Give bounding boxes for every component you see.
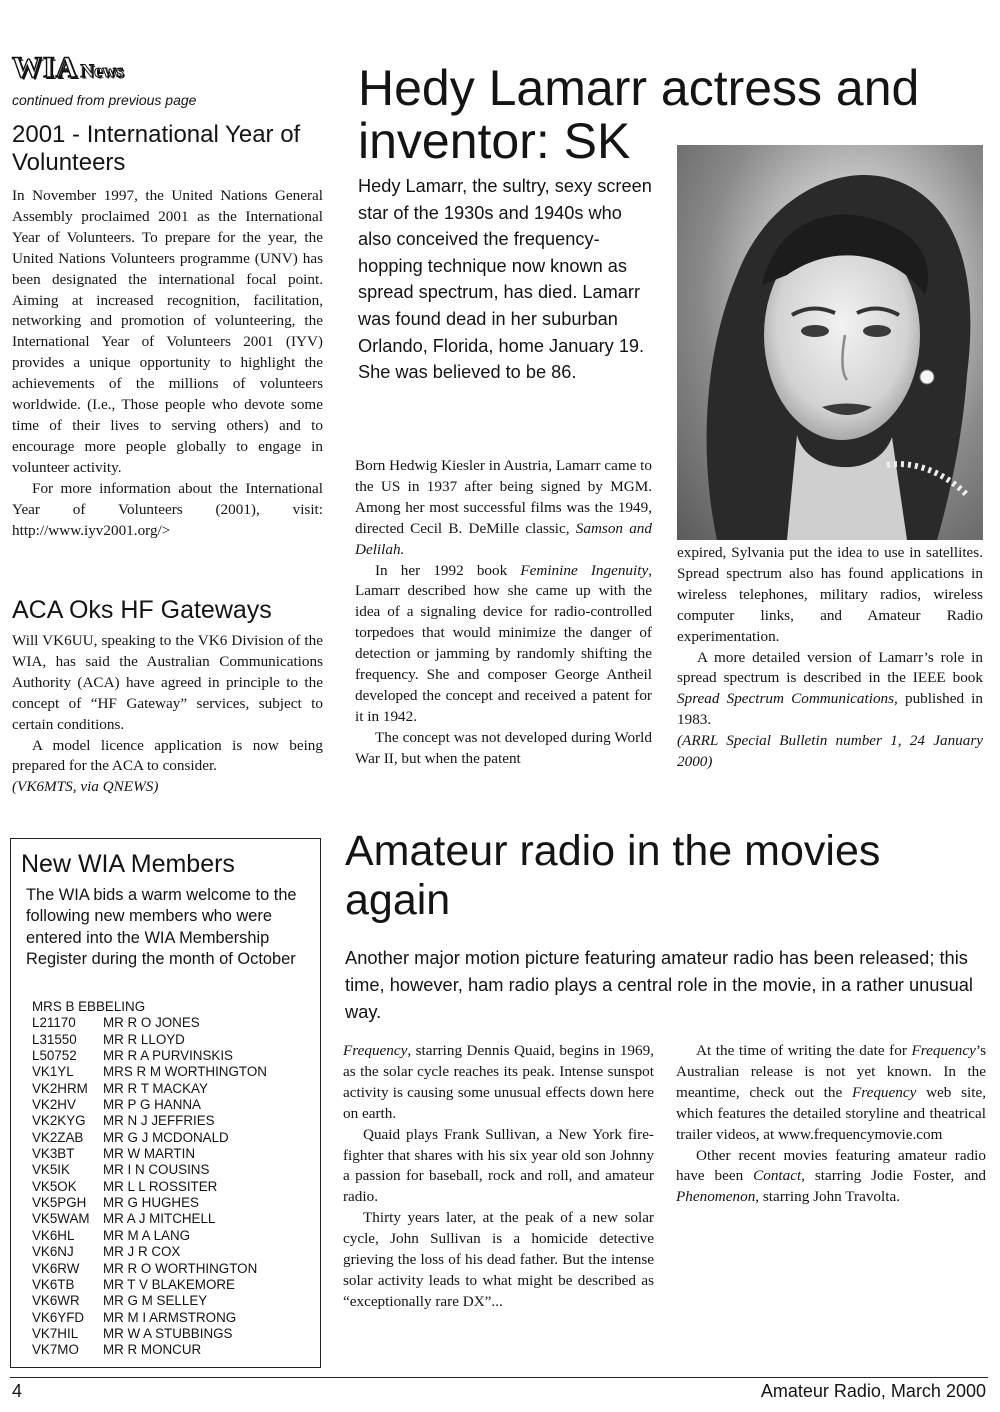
member-row (32, 1097, 317, 1113)
member-callsign: VK5OK (32, 1178, 77, 1194)
page-number: 4 (12, 1381, 23, 1401)
hedy-p2-pre: In her 1992 book (375, 561, 521, 579)
aca-credit: (VK6MTS, via QNEWS) (12, 778, 159, 796)
member-callsign: VK2HRM (32, 1080, 88, 1096)
hedy-paragraph (677, 648, 983, 732)
film-title-phenomenon: Phenomenon (676, 1188, 756, 1206)
member-name: MR L L ROSSITER (103, 1178, 218, 1194)
member-name: MR T V BLAKEMORE (103, 1276, 235, 1292)
logo-news: News (80, 61, 124, 82)
member-name: MR R O JONES (103, 1015, 200, 1031)
movies-p4-pre: At the time of writing the date for (696, 1042, 912, 1059)
hedy-p4-post: , published in 1983. (677, 690, 983, 729)
member-callsign: VK5WAM (32, 1211, 90, 1227)
aca-paragraph: A model licence application is now being prepared for the ACA to consider. (12, 736, 323, 775)
logo-wia: WIA (12, 51, 79, 84)
movies-paragraph: Quaid plays Frank Sullivan, a New York fire-fighter that shares with his six year old son Johnny a passion for baseball, rock and roll, and amateur radio. (343, 1125, 654, 1206)
member-name: MR W MARTIN (103, 1146, 195, 1162)
iyv-body (12, 186, 323, 541)
member-name: MR N J JEFFRIES (103, 1113, 215, 1129)
member-callsign: L50752 (32, 1048, 77, 1064)
movies-p4-mid: ’s Australian release is not yet known. In the meantime, check out the (676, 1042, 986, 1101)
movies-paragraph (676, 1146, 986, 1209)
member-name: MR R MONCUR (103, 1342, 202, 1358)
movies-p5-post: , starring John Travolta. (755, 1188, 901, 1206)
member-name: MR R O WORTHINGTON (103, 1260, 258, 1276)
member-row (32, 1015, 317, 1031)
movies-p5-mid: starring Jodie Foster, and (804, 1167, 987, 1185)
iyv-paragraph: For more information about the International Year of Volunteers (2001), visit: http://www.iyv2001.org/> (12, 479, 323, 539)
member-row (32, 1130, 317, 1146)
member-row (32, 1048, 317, 1064)
member-callsign: VK6WR (32, 1293, 80, 1309)
iyv-title: 2001 - International Year of Volunteers (12, 121, 301, 176)
movies-column-1 (343, 1041, 654, 1313)
hedy-p2-post: , Lamarr described how she came up with the idea of a signaling device for radio-controlled torpedoes that would minimize the danger of detection or jamming by randomly shifting the frequency. She and composer George Antheil developed the concept and received a patent for it in 1942. (355, 561, 652, 725)
member-callsign: VK5IK (32, 1162, 70, 1178)
member-name: MR M A LANG (103, 1227, 191, 1243)
film-title-contact: Contact, (753, 1167, 805, 1185)
member-name: MR M I ARMSTRONG (103, 1309, 237, 1325)
hedy-p4-pre: A more detailed version of Lamarr’s role in spread spectrum is described in the IEEE book (677, 648, 983, 687)
hedy-column-1 (355, 456, 652, 770)
iyv-paragraph: In November 1997, the United Nations General Assembly proclaimed 2001 as the International Year of Volunteers. To prepare for the year, the United Nations Volunteers programme (UNV) has been designated the international focal point. Aiming at increased recognition, facilitation, networking and promotion of volunteering, the International Year of Volunteers 2001 (IYV) provides a unique opportunity to highlight the achievements of the millions of volunteers worldwide. (I.e., Those people who devote some time of their lives to serving others) and to encourage more people globally to engage in volunteer activity. (12, 187, 323, 476)
aca-paragraph: Will VK6UU, speaking to the VK6 Division of the WIA, has said the Australian Communications Authority (ACA) have agreed in principle to the concept of “HF Gateway” services, subject to certain conditions. (12, 632, 323, 733)
member-row (32, 1211, 317, 1227)
publication-footer: Amateur Radio, March 2000 (760, 1381, 986, 1401)
hedy-paragraph: expired, Sylvania put the idea to use in satellites. Spread spectrum also has found applications in wireless telephones, military radios, wireless computer links, and Amateur Radio experimentation. (677, 544, 983, 645)
member-callsign: VK6NJ (32, 1244, 74, 1260)
member-callsign: VK1YL (32, 1064, 74, 1080)
member-callsign: VK6RW (32, 1260, 80, 1276)
member-name: MR G J MCDONALD (103, 1129, 229, 1145)
member-row (32, 1244, 317, 1260)
member-row (32, 1195, 317, 1211)
member-name: MR J R COX (103, 1244, 181, 1260)
aca-body (12, 631, 323, 798)
member-row (32, 1179, 317, 1195)
member-row (32, 999, 317, 1015)
member-callsign: VK6YFD (32, 1309, 85, 1325)
member-name: MR A J MITCHELL (103, 1211, 216, 1227)
hedy-column-2 (677, 543, 983, 773)
members-title: New WIA Members (21, 850, 235, 878)
movies-paragraph: Thirty years later, at the peak of a new solar cycle, John Sullivan is a homicide detective grieving the loss of his dead father. But the intense solar activity leads to what might be described as “exceptionally rare DX”... (343, 1209, 654, 1310)
film-title-frequency: Frequency (911, 1042, 976, 1059)
member-callsign: VK6HL (32, 1227, 75, 1243)
member-name: MR W A STUBBINGS (103, 1325, 233, 1341)
member-row (32, 1146, 317, 1162)
member-row (32, 1064, 317, 1080)
member-callsign: VK2KYG (32, 1113, 86, 1129)
member-callsign: VK7MO (32, 1342, 79, 1358)
film-title-samson: Samson and Delilah. (355, 519, 652, 558)
member-name: MR G M SELLEY (103, 1293, 208, 1309)
member-name: MRS R M WORTHINGTON (103, 1064, 267, 1080)
movies-title: Amateur radio in the movies again (345, 827, 881, 924)
aca-title: ACA Oks HF Gateways (12, 596, 272, 624)
film-title-frequency: Frequency (851, 1083, 917, 1101)
member-name: MR G HUGHES (103, 1195, 199, 1211)
member-row (32, 1162, 317, 1178)
member-row (32, 1293, 317, 1309)
hedy-paragraph: The concept was not developed during World War II, but when the patent (355, 728, 652, 767)
member-callsign: L21170 (32, 1015, 76, 1031)
hedy-paragraph (355, 456, 652, 561)
hedy-credit: (ARRL Special Bulletin number 1, 24 January 2000) (677, 732, 983, 771)
member-callsign: L31550 (32, 1031, 77, 1047)
masthead-logo (12, 49, 162, 91)
member-callsign: MRS B EBBELING (32, 999, 146, 1014)
member-row (32, 1277, 317, 1293)
movies-p1-text: , starring Dennis Quaid, begins in 1969, as the solar cycle reaches its peak. Intense sunspot activity is causing some unusual effects down here on earth. (343, 1042, 654, 1122)
movies-column-2 (676, 1041, 986, 1208)
movies-p5-pre: Other recent movies featuring amateur radio have been (676, 1146, 986, 1185)
member-row (32, 1310, 317, 1326)
member-name: MR P G HANNA (103, 1097, 201, 1113)
film-title-frequency: Frequency (343, 1042, 408, 1059)
member-row (32, 1113, 317, 1129)
member-name: MR I N COUSINS (103, 1162, 210, 1178)
member-callsign: VK7HIL (32, 1325, 79, 1341)
member-callsign: VK3BT (32, 1146, 75, 1162)
members-list (32, 999, 317, 1359)
member-row (32, 1228, 317, 1244)
hedy-lamarr-photo (677, 145, 983, 540)
member-row (32, 1261, 317, 1277)
hedy-p1-text: Born Hedwig Kiesler in Austria, Lamarr came to the US in 1937 after being signed by MGM. Among her most successful films was the 1949, directed Cecil B. DeMille classic, (355, 457, 652, 537)
footer-rule (10, 1377, 988, 1378)
hedy-paragraph (355, 561, 652, 728)
members-intro: The WIA bids a warm welcome to the following new members who were entered into the WIA Membership Register during the month of October (26, 886, 297, 968)
movies-deck: Another major motion picture featuring amateur radio has been released; this time, however, ham radio plays a central role in the movie, in a rather unusual way. (345, 947, 973, 1022)
member-name: MR R LLOYD (103, 1031, 185, 1047)
book-title-feminine: Feminine Ingenuity (520, 561, 649, 579)
member-name: MR R T MACKAY (103, 1080, 208, 1096)
movies-paragraph (676, 1041, 986, 1146)
member-row (32, 1342, 317, 1358)
movies-p4-post: web site, which features the detailed storyline and theatrical trailer videos, at www.frequencymovie.com (676, 1083, 986, 1143)
member-callsign: VK5PGH (32, 1195, 87, 1211)
member-callsign: VK2HV (32, 1097, 76, 1113)
hedy-title: Hedy Lamarr actress and inventor: SK (358, 60, 920, 169)
movies-paragraph (343, 1041, 654, 1125)
member-row (32, 1326, 317, 1342)
member-callsign: VK2ZAB (32, 1129, 84, 1145)
member-row (32, 1081, 317, 1097)
book-title-spread-spectrum: Spread Spectrum Communications (677, 690, 895, 708)
member-row (32, 1032, 317, 1048)
portrait-illustration (677, 145, 983, 540)
new-members-box (10, 838, 321, 1368)
continued-note: continued from previous page (12, 92, 197, 108)
member-name: MR R A PURVINSKIS (103, 1048, 233, 1064)
member-callsign: VK6TB (32, 1276, 75, 1292)
hedy-deck: Hedy Lamarr, the sultry, sexy screen star of the 1930s and 1940s who also conceived the frequency-hopping technique now known as spread spectrum, has died. Lamarr was found dead in her suburban Orlando, Florida, home January 19. She was believed to be 86. (358, 176, 652, 383)
